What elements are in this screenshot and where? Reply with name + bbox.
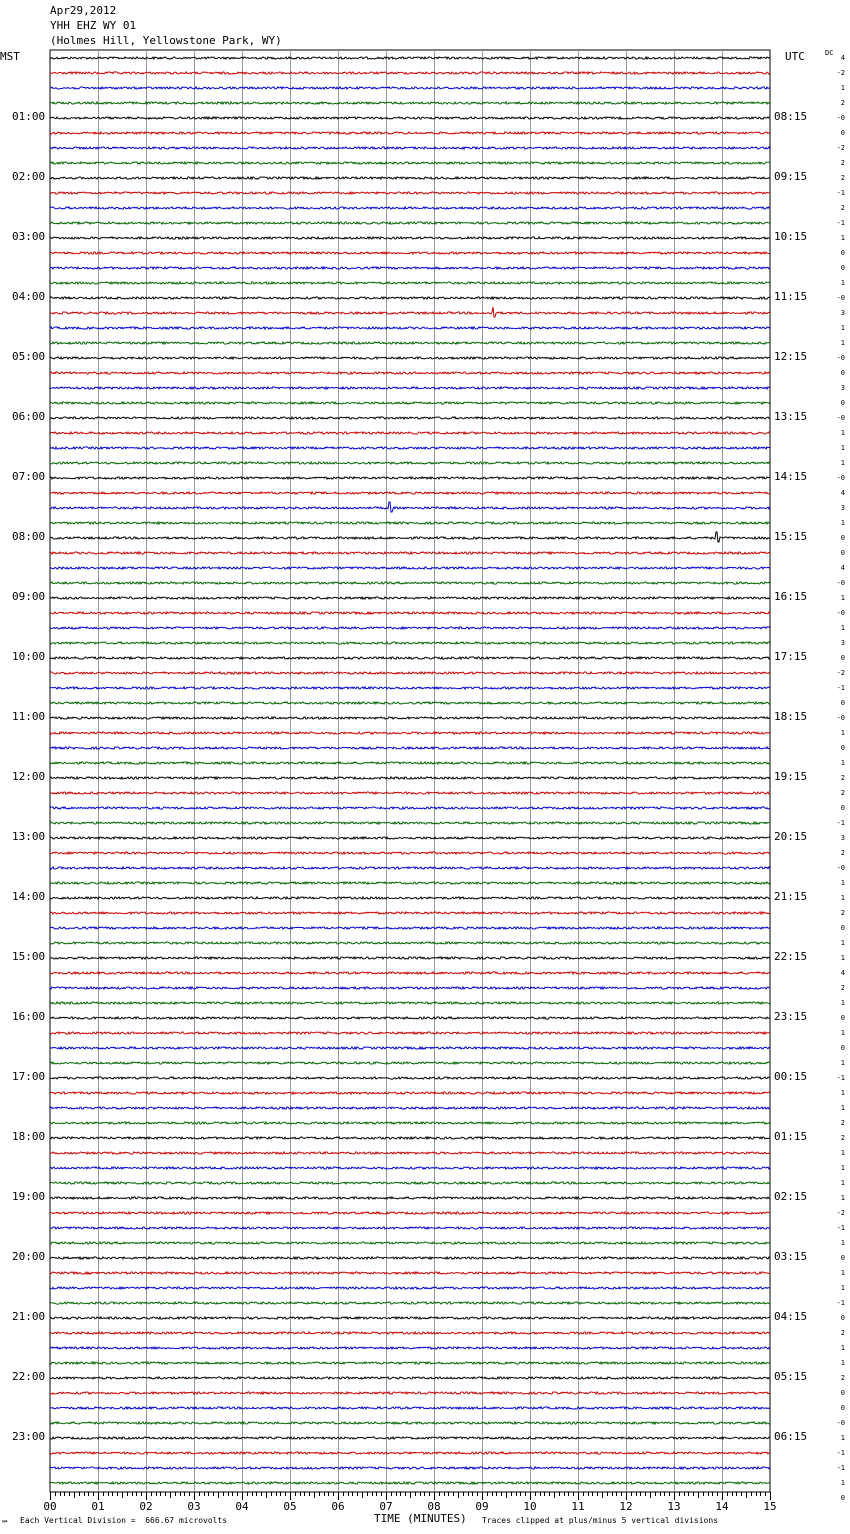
left-time-label: 14:00 <box>12 890 46 903</box>
x-tick-label: 15 <box>763 1500 777 1513</box>
left-time-label: 20:00 <box>12 1250 46 1263</box>
dc-offset-label: 0 <box>840 1044 845 1052</box>
seismic-trace <box>50 747 770 749</box>
dc-offset-label: 1 <box>840 954 845 962</box>
seismic-trace <box>50 342 770 344</box>
right-time-label: 23:15 <box>774 1010 808 1023</box>
seismic-trace <box>50 597 770 599</box>
dc-offset-label: 1 <box>840 624 845 632</box>
dc-offset-label: -1 <box>836 684 845 692</box>
seismic-trace <box>50 1452 770 1454</box>
left-time-label: 07:00 <box>12 470 46 483</box>
seismic-trace <box>50 567 770 569</box>
right-time-label: 19:15 <box>774 770 808 783</box>
x-tick-label: 11 <box>571 1500 585 1513</box>
seismic-trace <box>50 1092 770 1094</box>
dc-offset-label: 1 <box>840 879 845 887</box>
seismic-trace <box>50 852 770 854</box>
seismic-trace <box>50 432 770 434</box>
dc-offset-label: 0 <box>840 1494 845 1502</box>
dc-offset-label: -0 <box>836 114 845 122</box>
seismic-trace <box>50 1332 770 1334</box>
dc-offset-label: 1 <box>840 1344 845 1352</box>
dc-offset-label: 1 <box>840 84 845 92</box>
left-time-label: 17:00 <box>12 1070 46 1083</box>
seismic-trace <box>50 867 770 869</box>
seismic-trace <box>50 1212 770 1214</box>
dc-offset-label: -2 <box>836 69 845 77</box>
dc-offset-label: 2 <box>840 789 845 797</box>
dc-offset-label: 2 <box>840 849 845 857</box>
right-time-label: 05:15 <box>774 1370 808 1383</box>
header-date: Apr29,2012 <box>50 4 117 17</box>
footer-scale: Each Vertical Division = 666.67 microvolts <box>20 1516 228 1525</box>
dc-offset-label: 0 <box>840 699 845 707</box>
dc-offset-label: 3 <box>840 639 845 647</box>
seismic-trace <box>50 72 770 74</box>
dc-offset-label: 0 <box>840 534 845 542</box>
dc-offset-label: 0 <box>840 369 845 377</box>
dc-offset-label: 4 <box>840 969 845 977</box>
right-time-label: 00:15 <box>774 1070 808 1083</box>
seismic-trace <box>50 1137 770 1139</box>
dc-offset-label: 1 <box>840 1239 845 1247</box>
left-time-label: 15:00 <box>12 950 46 963</box>
dc-offset-label: 0 <box>840 1314 845 1322</box>
seismic-trace <box>50 762 770 764</box>
left-time-label: 06:00 <box>12 410 46 423</box>
left-time-label: 09:00 <box>12 590 46 603</box>
dc-offset-label: 4 <box>840 564 845 572</box>
dc-offset-label: -0 <box>836 354 845 362</box>
seismic-trace <box>50 1242 770 1244</box>
dc-offset-label: -0 <box>836 864 845 872</box>
dc-offset-label: 1 <box>840 1269 845 1277</box>
dc-offset-label: 3 <box>840 309 845 317</box>
dc-offset-label: 1 <box>840 594 845 602</box>
seismic-trace <box>50 687 770 689</box>
seismic-trace <box>50 502 770 512</box>
seismic-trace <box>50 837 770 839</box>
dc-offset-label: 1 <box>840 1164 845 1172</box>
left-time-label: 12:00 <box>12 770 46 783</box>
dc-offset-label: 2 <box>840 204 845 212</box>
dc-offset-label: 3 <box>840 834 845 842</box>
dc-offset-label: 0 <box>840 1404 845 1412</box>
seismic-trace <box>50 1287 770 1289</box>
left-time-label: 03:00 <box>12 230 46 243</box>
right-time-label: 06:15 <box>774 1430 808 1443</box>
seismic-trace <box>50 807 770 809</box>
right-time-label: 11:15 <box>774 290 808 303</box>
seismic-trace <box>50 222 770 224</box>
header-station: YHH EHZ WY 01 <box>50 19 137 32</box>
dc-offset-label: -0 <box>836 414 845 422</box>
x-axis-title: TIME (MINUTES) <box>374 1512 467 1525</box>
seismic-trace <box>50 372 770 374</box>
dc-offset-label: 2 <box>840 99 845 107</box>
seismic-trace <box>50 717 770 719</box>
x-tick-label: 05 <box>283 1500 297 1513</box>
dc-offset-label: 0 <box>840 129 845 137</box>
seismic-trace <box>50 1152 770 1154</box>
seismic-trace <box>50 672 770 674</box>
seismic-trace <box>50 87 770 89</box>
dc-offset-label: 1 <box>840 759 845 767</box>
dc-offset-label: 0 <box>840 264 845 272</box>
seismic-trace <box>50 1182 770 1184</box>
right-time-label: 09:15 <box>774 170 808 183</box>
seismic-trace <box>50 192 770 194</box>
seismic-trace <box>50 657 770 659</box>
left-time-label: 01:00 <box>12 110 46 123</box>
seismic-trace <box>50 252 770 254</box>
seismic-trace <box>50 1377 770 1379</box>
seismic-trace <box>50 357 770 359</box>
dc-offset-label: 0 <box>840 1014 845 1022</box>
seismic-trace <box>50 447 770 449</box>
dc-offset-label: 1 <box>840 459 845 467</box>
header-location: (Holmes Hill, Yellowstone Park, WY) <box>50 34 282 47</box>
x-tick-label: 09 <box>475 1500 489 1513</box>
seismic-trace <box>50 957 770 959</box>
footer-clip-note: Traces clipped at plus/minus 5 vertical divisions <box>482 1516 719 1525</box>
dc-offset-label: 2 <box>840 1134 845 1142</box>
dc-offset-label: 2 <box>840 909 845 917</box>
seismic-trace <box>50 882 770 884</box>
dc-offset-label: -2 <box>836 144 845 152</box>
seismic-trace <box>50 897 770 899</box>
left-time-label: 16:00 <box>12 1010 46 1023</box>
seismic-trace <box>50 927 770 929</box>
right-time-label: 18:15 <box>774 710 808 723</box>
seismic-trace <box>50 1227 770 1229</box>
right-time-label: 12:15 <box>774 350 808 363</box>
dc-offset-label: 1 <box>840 279 845 287</box>
dc-offset-label: 1 <box>840 444 845 452</box>
seismic-trace <box>50 307 770 317</box>
dc-offset-label: -0 <box>836 1419 845 1427</box>
left-time-label: 11:00 <box>12 710 46 723</box>
seismic-trace <box>50 777 770 779</box>
x-tick-label: 08 <box>427 1500 441 1513</box>
left-time-label: 22:00 <box>12 1370 46 1383</box>
seismic-trace <box>50 117 770 119</box>
dc-offset-label: 2 <box>840 774 845 782</box>
dc-offset-label: 2 <box>840 984 845 992</box>
seismic-trace <box>50 1077 770 1079</box>
dc-offset-label: -0 <box>836 579 845 587</box>
seismic-trace <box>50 987 770 989</box>
right-time-label: 04:15 <box>774 1310 808 1323</box>
x-tick-label: 12 <box>619 1500 633 1513</box>
left-time-label: 02:00 <box>12 170 46 183</box>
left-time-label: 08:00 <box>12 530 46 543</box>
dc-offset-label: 1 <box>840 519 845 527</box>
dc-offset-label: 1 <box>840 1179 845 1187</box>
right-time-label: 02:15 <box>774 1190 808 1203</box>
dc-offset-label: 0 <box>840 249 845 257</box>
right-time-label: 14:15 <box>774 470 808 483</box>
dc-offset-label: 1 <box>840 234 845 242</box>
seismic-trace <box>50 612 770 614</box>
seismic-trace <box>50 642 770 644</box>
x-tick-label: 06 <box>331 1500 345 1513</box>
plot-frame <box>50 50 770 1492</box>
seismic-trace <box>50 1362 770 1364</box>
seismic-trace <box>50 1407 770 1409</box>
dc-offset-label: 0 <box>840 1389 845 1397</box>
right-time-label: 17:15 <box>774 650 808 663</box>
dc-offset-label: -1 <box>836 1074 845 1082</box>
right-timezone-label: UTC <box>785 50 805 63</box>
seismic-trace <box>50 1032 770 1034</box>
seismic-trace <box>50 627 770 629</box>
seismic-trace <box>50 1122 770 1124</box>
dc-offset-label: 1 <box>840 1059 845 1067</box>
dc-offset-label: 1 <box>840 999 845 1007</box>
seismic-trace <box>50 132 770 134</box>
seismic-trace <box>50 1167 770 1169</box>
dc-offset-label: 2 <box>840 159 845 167</box>
left-time-label: 05:00 <box>12 350 46 363</box>
x-tick-label: 07 <box>379 1500 393 1513</box>
seismic-trace <box>50 942 770 944</box>
seismic-trace <box>50 1347 770 1349</box>
dc-offset-label: 1 <box>840 1479 845 1487</box>
seismic-trace <box>50 417 770 419</box>
seismic-trace <box>50 402 770 404</box>
seismic-trace <box>50 912 770 914</box>
seismic-trace <box>50 1197 770 1199</box>
seismic-trace <box>50 207 770 209</box>
seismic-trace <box>50 822 770 824</box>
dc-offset-label: 4 <box>840 489 845 497</box>
left-time-label: 18:00 <box>12 1130 46 1143</box>
x-tick-label: 10 <box>523 1500 537 1513</box>
left-timezone-label: MST <box>0 50 20 63</box>
x-tick-label: 04 <box>235 1500 249 1513</box>
right-time-label: 15:15 <box>774 530 808 543</box>
dc-offset-label: 1 <box>840 1359 845 1367</box>
seismic-trace <box>50 1047 770 1049</box>
x-tick-label: 02 <box>139 1500 153 1513</box>
dc-offset-label: -0 <box>836 294 845 302</box>
seismic-trace <box>50 387 770 389</box>
seismic-trace <box>50 177 770 179</box>
left-time-label: 13:00 <box>12 830 46 843</box>
dc-label: DC <box>825 49 834 57</box>
dc-offset-label: -1 <box>836 1449 845 1457</box>
seismic-trace <box>50 57 770 59</box>
dc-offset-label: 1 <box>840 729 845 737</box>
right-time-label: 03:15 <box>774 1250 808 1263</box>
seismic-trace <box>50 327 770 329</box>
seismic-trace <box>50 282 770 284</box>
dc-offset-label: 2 <box>840 174 845 182</box>
right-time-label: 13:15 <box>774 410 808 423</box>
dc-offset-label: 1 <box>840 1434 845 1442</box>
dc-offset-label: -1 <box>836 1299 845 1307</box>
dc-offset-label: 1 <box>840 429 845 437</box>
dc-offset-label: -0 <box>836 714 845 722</box>
dc-offset-label: -2 <box>836 1209 845 1217</box>
dc-offset-label: 0 <box>840 654 845 662</box>
seismic-trace <box>50 702 770 704</box>
seismic-trace <box>50 532 770 542</box>
x-tick-label: 00 <box>43 1500 57 1513</box>
dc-offset-label: 1 <box>840 1029 845 1037</box>
seismic-trace <box>50 147 770 149</box>
seismic-trace <box>50 552 770 554</box>
dc-offset-label: 1 <box>840 1194 845 1202</box>
seismic-trace <box>50 1272 770 1274</box>
right-time-label: 08:15 <box>774 110 808 123</box>
dc-offset-label: -1 <box>836 1224 845 1232</box>
seismic-trace <box>50 102 770 104</box>
seismic-trace <box>50 1482 770 1484</box>
dc-offset-label: -1 <box>836 819 845 827</box>
dc-offset-label: 1 <box>840 894 845 902</box>
right-time-label: 10:15 <box>774 230 808 243</box>
dc-offset-label: 1 <box>840 1089 845 1097</box>
seismic-trace <box>50 1392 770 1394</box>
seismic-trace <box>50 1002 770 1004</box>
right-time-label: 22:15 <box>774 950 808 963</box>
seismic-trace <box>50 1302 770 1304</box>
dc-offset-label: 1 <box>840 324 845 332</box>
x-tick-label: 13 <box>667 1500 681 1513</box>
dc-offset-label: 2 <box>840 1374 845 1382</box>
seismic-trace <box>50 1437 770 1439</box>
seismic-trace <box>50 582 770 584</box>
dc-offset-label: 0 <box>840 399 845 407</box>
dc-offset-label: 1 <box>840 339 845 347</box>
dc-offset-label: 1 <box>840 1284 845 1292</box>
dc-offset-label: 0 <box>840 804 845 812</box>
dc-offset-label: -0 <box>836 474 845 482</box>
right-time-label: 20:15 <box>774 830 808 843</box>
left-time-label: 04:00 <box>12 290 46 303</box>
dc-offset-label: 2 <box>840 1329 845 1337</box>
seismic-trace <box>50 732 770 734</box>
dc-offset-label: -2 <box>836 669 845 677</box>
left-time-label: 19:00 <box>12 1190 46 1203</box>
dc-offset-label: 1 <box>840 1104 845 1112</box>
seismic-trace <box>50 477 770 479</box>
dc-offset-label: 0 <box>840 744 845 752</box>
right-time-label: 16:15 <box>774 590 808 603</box>
dc-offset-label: 0 <box>840 924 845 932</box>
dc-offset-label: -1 <box>836 219 845 227</box>
right-time-label: 01:15 <box>774 1130 808 1143</box>
dc-offset-label: -0 <box>836 609 845 617</box>
seismic-trace <box>50 1467 770 1469</box>
dc-offset-label: 0 <box>840 1254 845 1262</box>
left-time-label: 23:00 <box>12 1430 46 1443</box>
x-tick-label: 14 <box>715 1500 729 1513</box>
seismic-trace <box>50 972 770 974</box>
seismic-trace <box>50 297 770 299</box>
dc-offset-label: 1 <box>840 1149 845 1157</box>
left-time-label: 10:00 <box>12 650 46 663</box>
dc-offset-label: 4 <box>840 54 845 62</box>
seismic-trace <box>50 237 770 239</box>
seismic-trace <box>50 1107 770 1109</box>
dc-offset-label: 0 <box>840 549 845 557</box>
dc-offset-label: 2 <box>840 1119 845 1127</box>
seismic-trace <box>50 522 770 524</box>
seismic-trace <box>50 1422 770 1424</box>
dc-offset-label: 1 <box>840 939 845 947</box>
dc-offset-label: 3 <box>840 504 845 512</box>
x-tick-label: 03 <box>187 1500 201 1513</box>
dc-offset-label: -1 <box>836 189 845 197</box>
x-tick-label: 01 <box>91 1500 105 1513</box>
seismic-trace <box>50 1017 770 1019</box>
seismic-trace <box>50 1257 770 1259</box>
seismic-trace <box>50 267 770 269</box>
seismic-trace <box>50 1062 770 1064</box>
seismic-trace <box>50 492 770 494</box>
seismic-trace <box>50 792 770 794</box>
seismic-trace <box>50 162 770 164</box>
seismic-trace <box>50 462 770 464</box>
left-time-label: 21:00 <box>12 1310 46 1323</box>
footer-mark: ℠ <box>1 1519 10 1528</box>
seismic-trace <box>50 1317 770 1319</box>
dc-offset-label: -1 <box>836 1464 845 1472</box>
right-time-label: 21:15 <box>774 890 808 903</box>
dc-offset-label: 3 <box>840 384 845 392</box>
